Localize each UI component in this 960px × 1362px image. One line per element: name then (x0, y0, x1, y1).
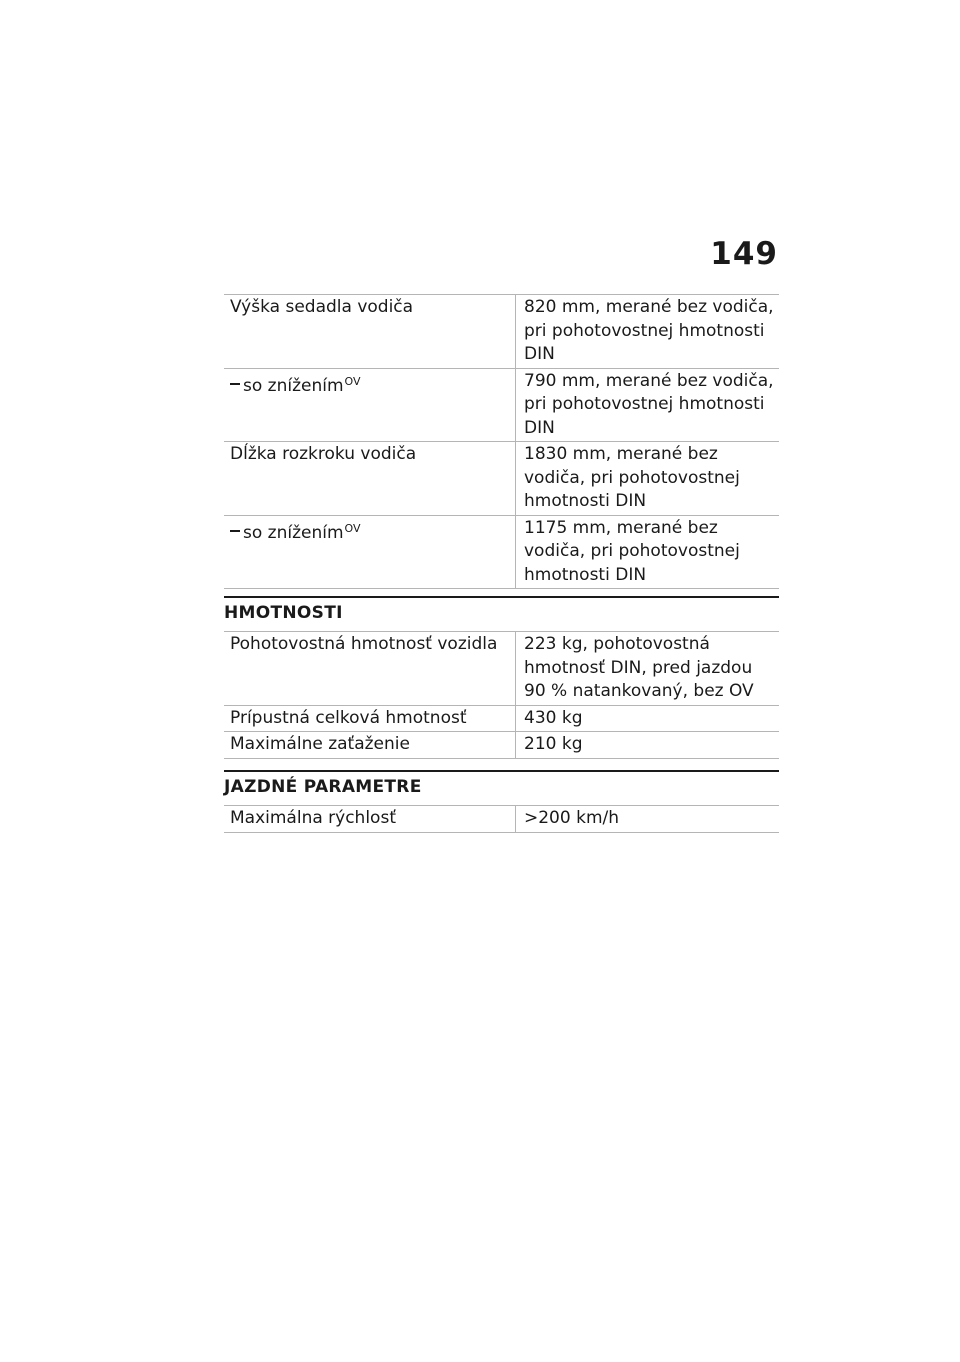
table-row (224, 806, 779, 833)
weights-table (224, 631, 779, 759)
table-row (224, 732, 779, 759)
row-value: >200 km/h (516, 806, 780, 833)
row-label: Dĺžka rozkroku vodiča (224, 442, 516, 516)
row-value: 1175 mm, merané bez vodiča, pri pohotovostnej hmotnosti DIN (516, 515, 780, 589)
weights-section (224, 596, 779, 759)
table-row (224, 442, 779, 516)
row-label: Pohotovostná hmotnosť vozidla (224, 632, 516, 706)
row-label: Maximálne zaťaženie (224, 732, 516, 759)
row-label: so znížením$^{OV}$ (224, 368, 516, 442)
driving-parameters-section (224, 770, 779, 833)
table-row (224, 295, 779, 369)
row-value: 223 kg, pohotovostná hmotnosť DIN, pred jazdou 90 % natankovaný, bez OV (516, 632, 780, 706)
row-label: Prípustná celková hmotnosť (224, 705, 516, 732)
dash-mark (230, 530, 240, 532)
row-value: 1830 mm, merané bez vodiča, pri pohotovostnej hmotnosti DIN (516, 442, 780, 516)
dash-mark (230, 383, 240, 385)
row-label: Výška sedadla vodiča (224, 295, 516, 369)
option-superscript: OV (344, 374, 361, 388)
row-label: so znížením$^{OV}$ (224, 515, 516, 589)
seat-height-table (224, 294, 779, 589)
row-label: Maximálna rýchlosť (224, 806, 516, 833)
row-value: 210 kg (516, 732, 780, 759)
seat-height-table-block (224, 294, 779, 589)
section-heading: HMOTNOSTI (224, 596, 779, 631)
section-heading: JAZDNÉ PARAMETRE (224, 770, 779, 805)
table-row (224, 632, 779, 706)
page-number: 149 (710, 236, 778, 272)
row-value: 430 kg (516, 705, 780, 732)
table-row (224, 368, 779, 442)
table-row (224, 515, 779, 589)
table-row (224, 705, 779, 732)
option-superscript: OV (344, 521, 361, 535)
row-value: 790 mm, merané bez vodiča, pri pohotovostnej hmotnosti DIN (516, 368, 780, 442)
row-value: 820 mm, merané bez vodiča, pri pohotovostnej hmotnosti DIN (516, 295, 780, 369)
driving-parameters-table (224, 805, 779, 833)
